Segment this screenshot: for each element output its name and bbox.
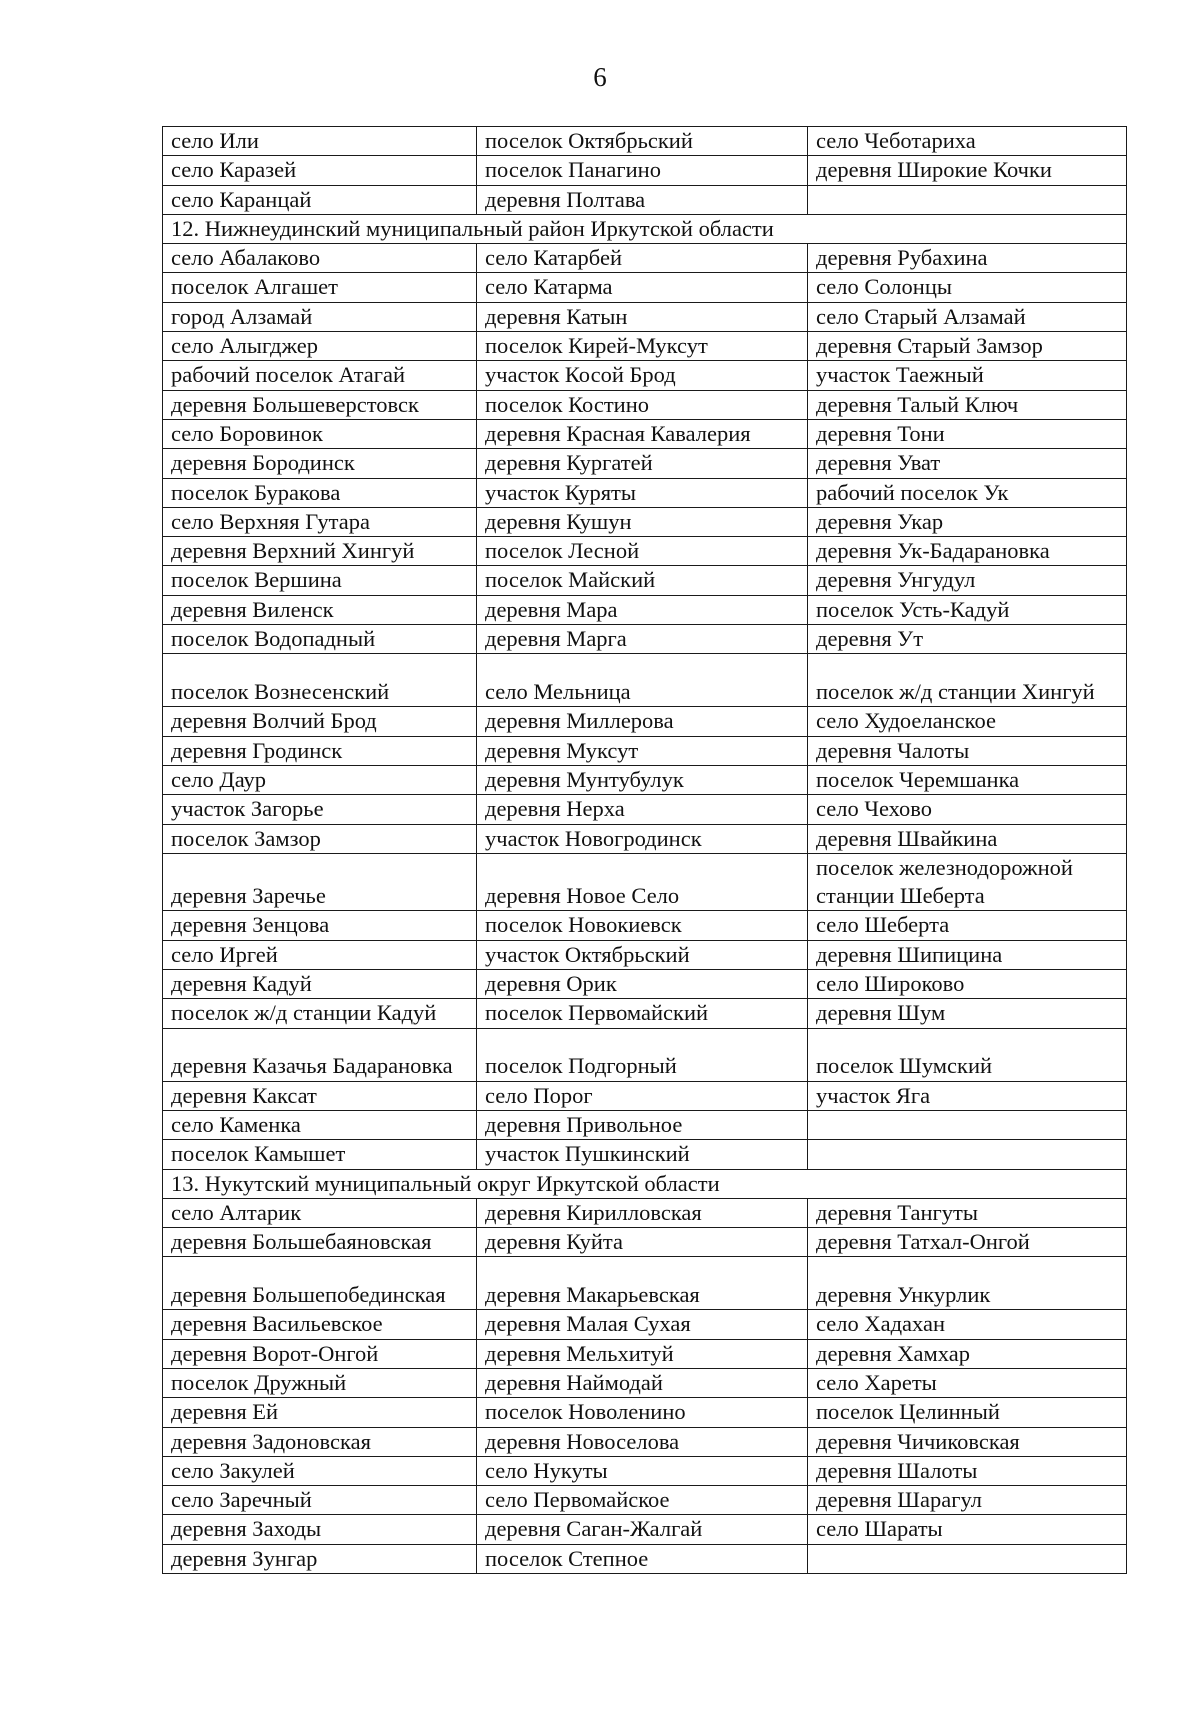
settlement-cell: поселок железнодорожной станции Шеберта <box>808 853 1127 911</box>
table-row <box>163 1486 1127 1515</box>
settlement-cell: деревня Нерха <box>477 795 808 824</box>
table-row <box>163 1028 1127 1081</box>
settlement-cell: село Солонцы <box>808 273 1127 302</box>
settlement-cell: поселок Буракова <box>163 478 477 507</box>
settlement-cell: село Каранцай <box>163 185 477 214</box>
settlement-cell: деревня Кургатей <box>477 449 808 478</box>
settlement-cell: деревня Мара <box>477 595 808 624</box>
settlement-cell: село Худоеланское <box>808 707 1127 736</box>
table-row <box>163 1110 1127 1139</box>
table-row <box>163 654 1127 707</box>
table-row <box>163 1310 1127 1339</box>
settlement-cell <box>808 1110 1127 1139</box>
settlement-cell: деревня Макарьевская <box>477 1257 808 1310</box>
table-row <box>163 853 1127 911</box>
table-row <box>163 824 1127 853</box>
table-row <box>163 185 1127 214</box>
settlement-cell: село Алыгджер <box>163 332 477 361</box>
settlement-cell: деревня Виленск <box>163 595 477 624</box>
settlement-cell: село Первомайское <box>477 1486 808 1515</box>
settlement-cell <box>808 185 1127 214</box>
settlement-cell: участок Новогродинск <box>477 824 808 853</box>
settlement-cell: поселок Алгашет <box>163 273 477 302</box>
settlement-cell: деревня Большеверстовск <box>163 390 477 419</box>
settlement-cell <box>808 1544 1127 1573</box>
settlement-cell: село Хареты <box>808 1368 1127 1397</box>
settlement-cell: поселок ж/д станции Кадуй <box>163 999 477 1028</box>
settlement-cell: деревня Швайкина <box>808 824 1127 853</box>
settlement-cell: поселок Вознесенский <box>163 654 477 707</box>
settlement-cell: деревня Катын <box>477 302 808 331</box>
settlement-cell: деревня Казачья Бадарановка <box>163 1028 477 1081</box>
settlement-cell: рабочий поселок Атагай <box>163 361 477 390</box>
section-heading: 12. Нижнеудинский муниципальный район Иркутской области <box>163 214 1127 243</box>
settlement-cell: село Чеботариха <box>808 127 1127 156</box>
settlement-cell: село Шеберта <box>808 911 1127 940</box>
settlement-cell: деревня Бородинск <box>163 449 477 478</box>
settlement-cell: участок Косой Брод <box>477 361 808 390</box>
settlement-cell: деревня Заречье <box>163 853 477 911</box>
table-row <box>163 595 1127 624</box>
section-heading: 13. Нукутский муниципальный округ Иркутской области <box>163 1169 1127 1198</box>
settlement-cell: поселок Новокиевск <box>477 911 808 940</box>
settlement-cell: поселок Майский <box>477 566 808 595</box>
settlement-cell: участок Таежный <box>808 361 1127 390</box>
table-row <box>163 1398 1127 1427</box>
settlement-cell: село Каразей <box>163 156 477 185</box>
settlement-cell: деревня Унгудул <box>808 566 1127 595</box>
settlement-cell: деревня Марга <box>477 625 808 654</box>
settlement-cell: участок Пушкинский <box>477 1140 808 1169</box>
settlement-cell: деревня Полтава <box>477 185 808 214</box>
settlement-cell: поселок Степное <box>477 1544 808 1573</box>
table-row <box>163 507 1127 536</box>
table-row <box>163 1228 1127 1257</box>
table-row <box>163 795 1127 824</box>
table-row <box>163 1081 1127 1110</box>
table-row <box>163 1515 1127 1544</box>
settlement-cell: деревня Чичиковская <box>808 1427 1127 1456</box>
settlement-cell: деревня Старый Замзор <box>808 332 1127 361</box>
settlement-cell: рабочий поселок Ук <box>808 478 1127 507</box>
table-row <box>163 970 1127 999</box>
settlement-cell: деревня Каксат <box>163 1081 477 1110</box>
table-row <box>163 1544 1127 1573</box>
settlement-cell: деревня Заходы <box>163 1515 477 1544</box>
settlement-cell: деревня Новое Село <box>477 853 808 911</box>
settlement-cell: поселок Дружный <box>163 1368 477 1397</box>
settlement-cell: деревня Большебаяновская <box>163 1228 477 1257</box>
settlement-cell: село Чехово <box>808 795 1127 824</box>
table-row <box>163 1427 1127 1456</box>
table-row <box>163 765 1127 794</box>
settlement-cell: поселок Первомайский <box>477 999 808 1028</box>
table-row <box>163 1339 1127 1368</box>
settlement-cell: поселок Замзор <box>163 824 477 853</box>
settlement-cell: село Каменка <box>163 1110 477 1139</box>
settlement-cell: поселок Шумский <box>808 1028 1127 1081</box>
settlement-cell: деревня Ей <box>163 1398 477 1427</box>
settlement-cell: деревня Татхал-Онгой <box>808 1228 1127 1257</box>
settlement-cell: деревня Шум <box>808 999 1127 1028</box>
table-row <box>163 911 1127 940</box>
settlements-table <box>162 126 1127 1574</box>
table-row <box>163 361 1127 390</box>
table-row <box>163 332 1127 361</box>
settlement-cell: деревня Широкие Кочки <box>808 156 1127 185</box>
settlement-cell: поселок Усть-Кадуй <box>808 595 1127 624</box>
settlement-cell: поселок Костино <box>477 390 808 419</box>
settlement-cell: деревня Верхний Хингуй <box>163 537 477 566</box>
settlement-cell: поселок Черемшанка <box>808 765 1127 794</box>
settlement-cell: село Мельница <box>477 654 808 707</box>
settlement-cell: село Широково <box>808 970 1127 999</box>
settlement-cell: деревня Шалоты <box>808 1456 1127 1485</box>
settlement-cell: поселок Целинный <box>808 1398 1127 1427</box>
settlement-cell: поселок ж/д станции Хингуй <box>808 654 1127 707</box>
table-row <box>163 940 1127 969</box>
settlement-cell: деревня Укар <box>808 507 1127 536</box>
settlement-cell: деревня Зунгар <box>163 1544 477 1573</box>
settlement-cell: деревня Малая Сухая <box>477 1310 808 1339</box>
table-row <box>163 1140 1127 1169</box>
settlement-cell: деревня Зенцова <box>163 911 477 940</box>
table-row <box>163 1368 1127 1397</box>
settlement-cell: деревня Шарагул <box>808 1486 1127 1515</box>
settlement-cell: деревня Мунтубулук <box>477 765 808 794</box>
settlement-cell: деревня Задоновская <box>163 1427 477 1456</box>
settlement-cell: село Заречный <box>163 1486 477 1515</box>
table-row <box>163 390 1127 419</box>
settlement-cell: участок Яга <box>808 1081 1127 1110</box>
settlement-cell <box>808 1140 1127 1169</box>
settlement-cell: деревня Шипицина <box>808 940 1127 969</box>
table-row <box>163 999 1127 1028</box>
settlement-cell: деревня Привольное <box>477 1110 808 1139</box>
settlement-cell: деревня Кирилловская <box>477 1198 808 1227</box>
settlement-cell: село Верхняя Гутара <box>163 507 477 536</box>
table-row <box>163 449 1127 478</box>
settlement-cell: участок Октябрьский <box>477 940 808 969</box>
settlement-cell: деревня Мельхитуй <box>477 1339 808 1368</box>
settlement-cell: деревня Ут <box>808 625 1127 654</box>
settlement-cell: деревня Ук-Бадарановка <box>808 537 1127 566</box>
settlement-cell: город Алзамай <box>163 302 477 331</box>
settlement-cell: деревня Кушун <box>477 507 808 536</box>
settlement-cell: деревня Муксут <box>477 736 808 765</box>
table-row <box>163 244 1127 273</box>
table-row <box>163 273 1127 302</box>
table-row <box>163 707 1127 736</box>
settlement-cell: деревня Новоселова <box>477 1427 808 1456</box>
settlement-cell: поселок Лесной <box>477 537 808 566</box>
settlement-cell: деревня Чалоты <box>808 736 1127 765</box>
settlement-cell: село Шараты <box>808 1515 1127 1544</box>
settlement-cell: поселок Водопадный <box>163 625 477 654</box>
settlement-cell: село Боровинок <box>163 419 477 448</box>
settlement-cell: село Катарма <box>477 273 808 302</box>
settlement-cell: деревня Тони <box>808 419 1127 448</box>
settlement-cell: деревня Хамхар <box>808 1339 1127 1368</box>
table-row <box>163 156 1127 185</box>
settlement-cell: поселок Октябрьский <box>477 127 808 156</box>
table-row <box>163 1198 1127 1227</box>
settlement-cell: село Иргей <box>163 940 477 969</box>
table-row <box>163 419 1127 448</box>
section-heading-row <box>163 214 1127 243</box>
settlement-cell: село Хадахан <box>808 1310 1127 1339</box>
table-row <box>163 625 1127 654</box>
settlement-cell: село Абалаково <box>163 244 477 273</box>
settlement-cell: село Алтарик <box>163 1198 477 1227</box>
settlement-cell: деревня Кадуй <box>163 970 477 999</box>
settlements-table-body <box>163 127 1127 1574</box>
settlement-cell: поселок Подгорный <box>477 1028 808 1081</box>
settlement-cell: поселок Панагино <box>477 156 808 185</box>
table-row <box>163 302 1127 331</box>
table-row <box>163 566 1127 595</box>
settlement-cell: село Катарбей <box>477 244 808 273</box>
settlement-cell: деревня Миллерова <box>477 707 808 736</box>
settlement-cell: село Даур <box>163 765 477 794</box>
settlement-cell: деревня Большепобединская <box>163 1257 477 1310</box>
table-row <box>163 1257 1127 1310</box>
settlement-cell: село Нукуты <box>477 1456 808 1485</box>
table-row <box>163 127 1127 156</box>
settlement-cell: деревня Волчий Брод <box>163 707 477 736</box>
settlement-cell: деревня Гродинск <box>163 736 477 765</box>
settlement-cell: участок Куряты <box>477 478 808 507</box>
page-number: 6 <box>593 62 607 92</box>
settlement-cell: деревня Васильевское <box>163 1310 477 1339</box>
settlement-cell: деревня Наймодай <box>477 1368 808 1397</box>
settlement-cell: деревня Саган-Жалгай <box>477 1515 808 1544</box>
table-row <box>163 537 1127 566</box>
settlement-cell: деревня Ворот-Онгой <box>163 1339 477 1368</box>
settlement-cell: деревня Тангуты <box>808 1198 1127 1227</box>
settlement-cell: село Или <box>163 127 477 156</box>
settlement-cell: деревня Орик <box>477 970 808 999</box>
settlement-cell: деревня Красная Кавалерия <box>477 419 808 448</box>
settlement-cell: участок Загорье <box>163 795 477 824</box>
table-row <box>163 478 1127 507</box>
settlement-cell: деревня Рубахина <box>808 244 1127 273</box>
section-heading-row <box>163 1169 1127 1198</box>
settlement-cell: деревня Куйта <box>477 1228 808 1257</box>
settlement-cell: поселок Новоленино <box>477 1398 808 1427</box>
table-row <box>163 1456 1127 1485</box>
table-row <box>163 736 1127 765</box>
settlement-cell: деревня Ункурлик <box>808 1257 1127 1310</box>
settlement-cell: деревня Талый Ключ <box>808 390 1127 419</box>
settlement-cell: село Старый Алзамай <box>808 302 1127 331</box>
settlement-cell: село Закулей <box>163 1456 477 1485</box>
settlement-cell: село Порог <box>477 1081 808 1110</box>
settlement-cell: поселок Вершина <box>163 566 477 595</box>
settlement-cell: поселок Камышет <box>163 1140 477 1169</box>
settlement-cell: поселок Кирей-Муксут <box>477 332 808 361</box>
settlement-cell: деревня Уват <box>808 449 1127 478</box>
